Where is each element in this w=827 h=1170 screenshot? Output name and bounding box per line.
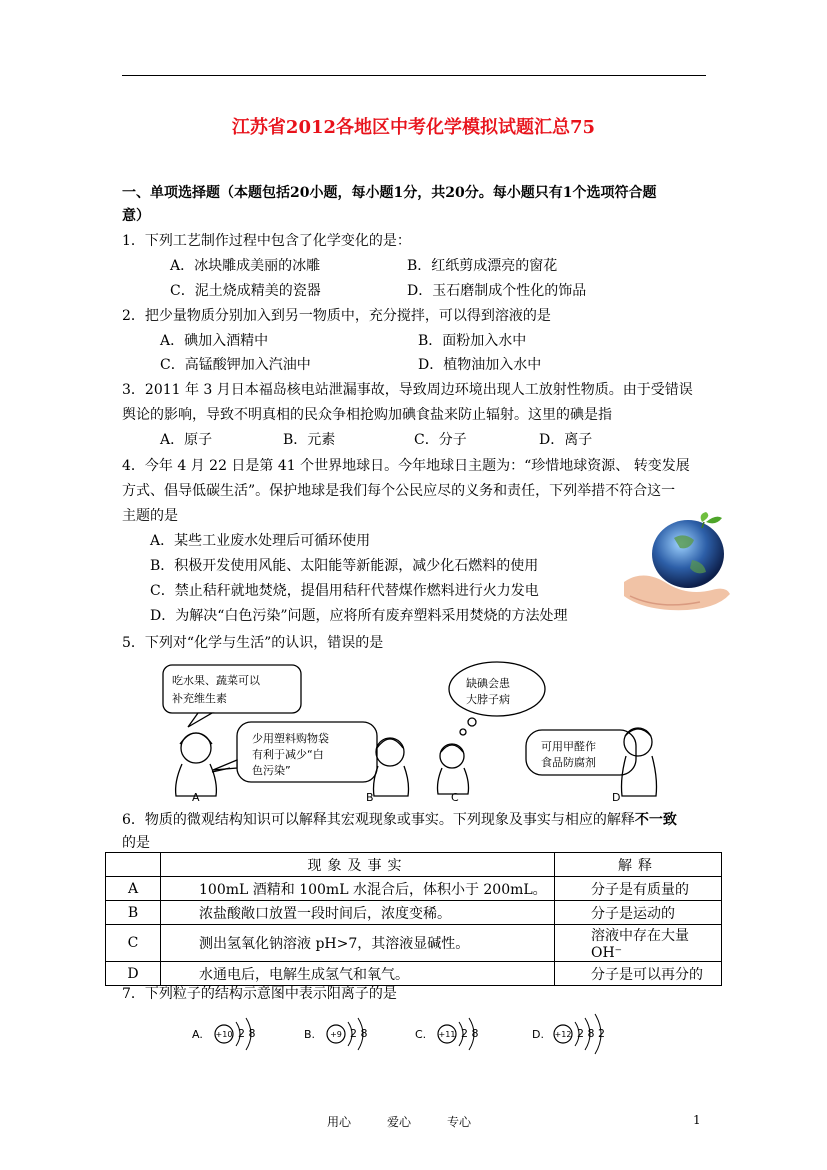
- section-heading-cont: 意）: [122, 208, 150, 224]
- q4-stem-line1: 4．今年 4 月 22 日是第 41 个世界地球日。今年地球日主题为：“珍惜地球资源、 转变发展: [122, 458, 690, 474]
- bubble-b-line3: 色污染”: [252, 764, 291, 777]
- atom-b-shells: 2 8: [350, 1027, 368, 1040]
- q1-stem: 1．下列工艺制作过程中包含了化学变化的是：: [122, 233, 411, 249]
- table-header-blank: [106, 853, 161, 877]
- q6-table: [105, 852, 722, 986]
- header-rule: [122, 75, 706, 76]
- bubble-b-line1: 少用塑料购物袋: [252, 732, 329, 745]
- atom-diagram-c: [415, 1018, 479, 1050]
- q7-stem: 7．下列粒子的结构示意图中表示阳离子的是: [122, 986, 397, 1002]
- q2-option-d: D．植物油加入水中: [418, 357, 542, 373]
- q4-option-b: B．积极开发使用风能、太阳能等新能源，减少化石燃料的使用: [150, 558, 539, 574]
- footer-word-1: 用心: [327, 1115, 352, 1129]
- atom-a-nucleus: +10: [215, 1030, 233, 1039]
- q3-option-c: C．分子: [414, 432, 467, 448]
- row-label: A: [106, 877, 161, 901]
- row-fact: 水通电后，电解生成氢气和氧气。: [161, 962, 555, 986]
- bubble-d-line2: 食品防腐剂: [541, 756, 596, 769]
- q4-option-d: D．为解决“白色污染”问题，应将所有废弃塑料采用焚烧的方法处理: [150, 608, 568, 624]
- q1-option-d: D．玉石磨制成个性化的饰品: [407, 283, 587, 299]
- q2-option-a: A．碘加入酒精中: [160, 333, 269, 349]
- row-explain: 分子是可以再分的: [555, 962, 722, 986]
- atom-d-label: D.: [532, 1028, 544, 1041]
- cartoon-label-d: D: [612, 791, 621, 804]
- row-label: B: [106, 901, 161, 925]
- footer-word-3: 专心: [447, 1115, 472, 1129]
- q1-option-c: C．泥土烧成精美的瓷器: [170, 283, 321, 299]
- row-explain: 分子是有质量的: [555, 877, 722, 901]
- atom-b-label: B.: [304, 1028, 316, 1041]
- q6-stem-text: 6．物质的微观结构知识可以解释其宏观现象或事实。下列现象及事实与相应的解释: [122, 812, 635, 828]
- atom-c-label: C.: [415, 1028, 427, 1041]
- q7-atom-diagrams: [180, 1010, 620, 1060]
- q2-stem: 2．把少量物质分别加入到另一物质中，充分搅拌，可以得到溶液的是: [122, 308, 551, 324]
- table-header-explain: 解释: [555, 853, 722, 877]
- q2-option-b: B．面粉加入水中: [418, 333, 527, 349]
- page-number: 1: [693, 1113, 701, 1127]
- atom-d-shells: 2 8 2: [577, 1027, 605, 1040]
- atom-c-shells: 2 8: [461, 1027, 479, 1040]
- row-label: C: [106, 925, 161, 962]
- q5-cartoon: [160, 660, 670, 805]
- section-heading: 一、单项选择题（本题包括20小题，每小题1分，共20分。每小题只有1个选项符合题: [122, 185, 657, 201]
- row-explain: 分子是运动的: [555, 901, 722, 925]
- footer-word-2: 爱心: [387, 1115, 412, 1129]
- row-fact: 测出氢氧化钠溶液 pH>7，其溶液显碱性。: [161, 925, 555, 962]
- table-row: [106, 901, 722, 925]
- q6-stem-line2: 的是: [122, 835, 150, 851]
- q6-stem-emphasis: 不一致: [634, 812, 677, 828]
- q1-option-a: A．冰块雕成美丽的冰雕: [170, 258, 321, 274]
- bubble-d-line1: 可用甲醛作: [541, 740, 596, 753]
- q3-stem-line1: 3．2011 年 3 月日本福岛核电站泄漏事故，导致周边环境出现人工放射性物质。由于受错误: [122, 382, 693, 398]
- q6-stem-line1: [122, 811, 677, 829]
- table-row: [106, 925, 722, 962]
- q4-stem-line2: 方式、倡导低碳生活”。保护地球是我们每个公民应尽的义务和责任，下列举措不符合这一: [122, 483, 676, 499]
- bubble-c-line1: 缺碘会患: [466, 677, 510, 690]
- q1-option-b: B．红纸剪成漂亮的窗花: [407, 258, 558, 274]
- row-fact: 浓盐酸敞口放置一段时间后，浓度变稀。: [161, 901, 555, 925]
- q4-option-c: C．禁止秸秆就地焚烧，提倡用秸秆代替煤作燃料进行火力发电: [150, 583, 539, 599]
- atom-c-nucleus: +11: [438, 1030, 456, 1039]
- q4-option-a: A．某些工业废水处理后可循环使用: [150, 533, 371, 549]
- q3-stem-line2: 舆论的影响，导致不明真相的民众争相抢购加碘食盐来防止辐射。这里的碘是指: [122, 407, 612, 423]
- row-label: D: [106, 962, 161, 986]
- earth-in-hands-image: [622, 512, 734, 612]
- table-header-row: [106, 853, 722, 877]
- row-explain: 溶液中存在大量 OH⁻: [555, 925, 722, 962]
- cartoon-label-a: A: [192, 791, 200, 804]
- bubble-a-line1: 吃水果、蔬菜可以: [172, 674, 260, 687]
- q4-stem-line3: 主题的是: [122, 508, 178, 524]
- q5-stem: 5．下列对“化学与生活”的认识，错误的是: [122, 635, 384, 651]
- q3-option-b: B．元素: [283, 432, 336, 448]
- cartoon-label-b: B: [366, 791, 374, 804]
- table-header-fact: 现象及事实: [161, 853, 555, 877]
- bubble-a-line2: 补充维生素: [172, 692, 227, 705]
- atom-diagram-a: [192, 1018, 256, 1050]
- atom-a-shells: 2 8: [238, 1027, 256, 1040]
- atom-d-nucleus: +12: [554, 1030, 572, 1039]
- atom-diagram-d: [532, 1014, 605, 1054]
- table-row: [106, 877, 722, 901]
- bubble-b-line2: 有利于减少“白: [252, 748, 324, 761]
- q3-option-d: D．离子: [539, 432, 593, 448]
- q3-option-a: A．原子: [160, 432, 213, 448]
- page-title: 江苏省2012各地区中考化学模拟试题汇总75: [231, 117, 596, 138]
- q2-option-c: C．高锰酸钾加入汽油中: [160, 357, 311, 373]
- table-row: [106, 962, 722, 986]
- row-fact: 100mL 酒精和 100mL 水混合后，体积小于 200mL。: [161, 877, 555, 901]
- atom-b-nucleus: +9: [330, 1030, 342, 1039]
- atom-a-label: A.: [192, 1028, 203, 1041]
- atom-diagram-b: [304, 1018, 368, 1050]
- bubble-c-line2: 大脖子病: [466, 693, 510, 706]
- cartoon-label-c: C: [451, 791, 459, 804]
